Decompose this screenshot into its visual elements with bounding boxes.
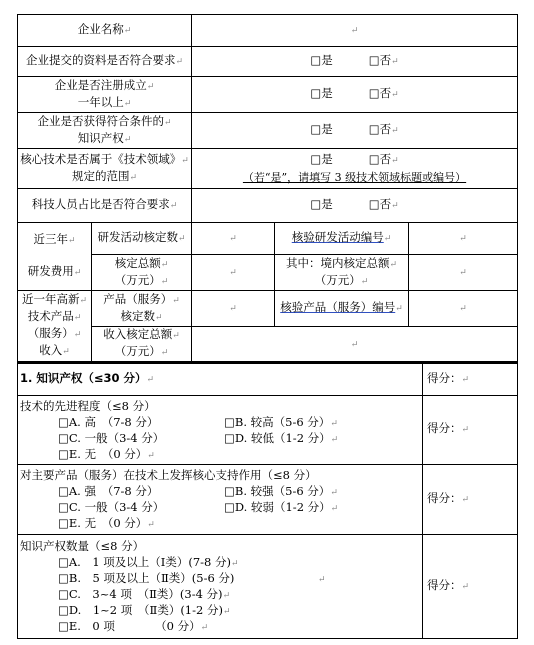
hp-income-total-label: 收入核定总额↵ （万元）↵: [92, 327, 192, 362]
q5-options[interactable]: □是 □否↵: [192, 189, 518, 223]
rd-expense-label: 近三年↵ 研发费用↵: [18, 223, 92, 291]
rd-count-value[interactable]: ↵: [192, 223, 275, 255]
option-line[interactable]: □C. 一般（3-4 分） □D. 较弱（1-2 分）↵: [58, 500, 339, 514]
option-line[interactable]: □E. 无 （0 分）↵: [58, 446, 155, 461]
option-line[interactable]: □C. 3~4 项 （Ⅱ类）(3-4 分)↵: [58, 587, 231, 601]
q1-options[interactable]: □是 □否↵: [192, 47, 518, 77]
option-line[interactable]: □D. 1~2 项 （Ⅱ类）(1-2 分)↵: [58, 603, 231, 617]
company-name-label: 企业名称↵: [18, 15, 192, 47]
option-line[interactable]: □E. 0 项 （0 分）↵: [58, 619, 209, 633]
option-line[interactable]: □A. 强 （7-8 分） □B. 较强（5-6 分）↵: [58, 484, 338, 498]
hp-verify-label: 核验产品（服务）编号↵: [275, 291, 409, 327]
q4-options[interactable]: □是 □否↵ （若“是”，请填写 3 级技术领域标题或编号）: [192, 149, 518, 189]
option-line[interactable]: □E. 无 （0 分）↵: [58, 516, 155, 530]
q4-label: 核心技术是否属于《技术领域》↵ 规定的范围↵: [18, 149, 192, 189]
hp-income-total-value[interactable]: ↵: [192, 327, 518, 362]
core-support-block: [18, 464, 423, 534]
advanced-level-score[interactable]: 得分：↵: [423, 395, 518, 464]
section-title: 1. 知识产权（≤30 分）↵: [18, 363, 423, 395]
hp-income-label: 近一年高新↵ 技术产品↵ （服务）↵ 收入↵: [18, 291, 92, 362]
option-line[interactable]: □C. 一般（3-4 分） □D. 较低（1-2 分）↵: [58, 430, 339, 445]
option-line[interactable]: □A. 1 项及以上（Ⅰ类）(7-8 分)↵: [58, 555, 239, 569]
block-title: 技术的先进程度（≤8 分）: [20, 398, 156, 413]
hp-verify-value[interactable]: ↵: [409, 291, 518, 327]
option-line[interactable]: □B. 5 项及以上（Ⅱ类）(5-6 分) ↵: [58, 571, 326, 585]
rd-domestic-label: 其中：境内核定总额↵ （万元）↵: [275, 255, 409, 291]
rd-total-value[interactable]: ↵: [192, 255, 275, 291]
q3-options[interactable]: □是 □否↵: [192, 113, 518, 149]
q1-label: 企业提交的资料是否符合要求↵: [18, 47, 192, 77]
company-name-value[interactable]: ↵: [192, 15, 518, 47]
rd-domestic-value[interactable]: ↵: [409, 255, 518, 291]
section-score[interactable]: 得分：↵: [423, 363, 518, 395]
q3-label: 企业是否获得符合条件的↵ 知识产权↵: [18, 113, 192, 149]
hp-count-value[interactable]: ↵: [192, 291, 275, 327]
q4-note: （若“是”，请填写 3 级技术领域标题或编号）: [242, 171, 467, 184]
ip-quantity-score[interactable]: 得分：↵: [423, 534, 518, 638]
core-support-score[interactable]: 得分：↵: [423, 464, 518, 534]
block-title: 知识产权数量（≤8 分）: [20, 539, 145, 553]
rd-verify-value[interactable]: ↵: [409, 223, 518, 255]
ip-quantity-block: [18, 534, 423, 638]
basic-info-table: [17, 14, 518, 362]
block-title: 对主要产品（服务）在技术上发挥核心支持作用（≤8 分）: [20, 468, 317, 482]
rd-total-label: 核定总额↵ （万元）↵: [92, 255, 192, 291]
q2-label: 企业是否注册成立↵ 一年以上↵: [18, 77, 192, 113]
q2-options[interactable]: □是 □否↵: [192, 77, 518, 113]
q5-label: 科技人员占比是否符合要求↵: [18, 189, 192, 223]
rd-count-label: 研发活动核定数↵: [92, 223, 192, 255]
scoring-table: [17, 362, 518, 639]
hp-count-label: 产品（服务）↵ 核定数↵: [92, 291, 192, 327]
rd-verify-label: 核验研发活动编号↵: [275, 223, 409, 255]
option-line[interactable]: □A. 高 （7-8 分） □B. 较高（5-6 分）↵: [58, 414, 338, 429]
advanced-level-block: [18, 395, 423, 464]
